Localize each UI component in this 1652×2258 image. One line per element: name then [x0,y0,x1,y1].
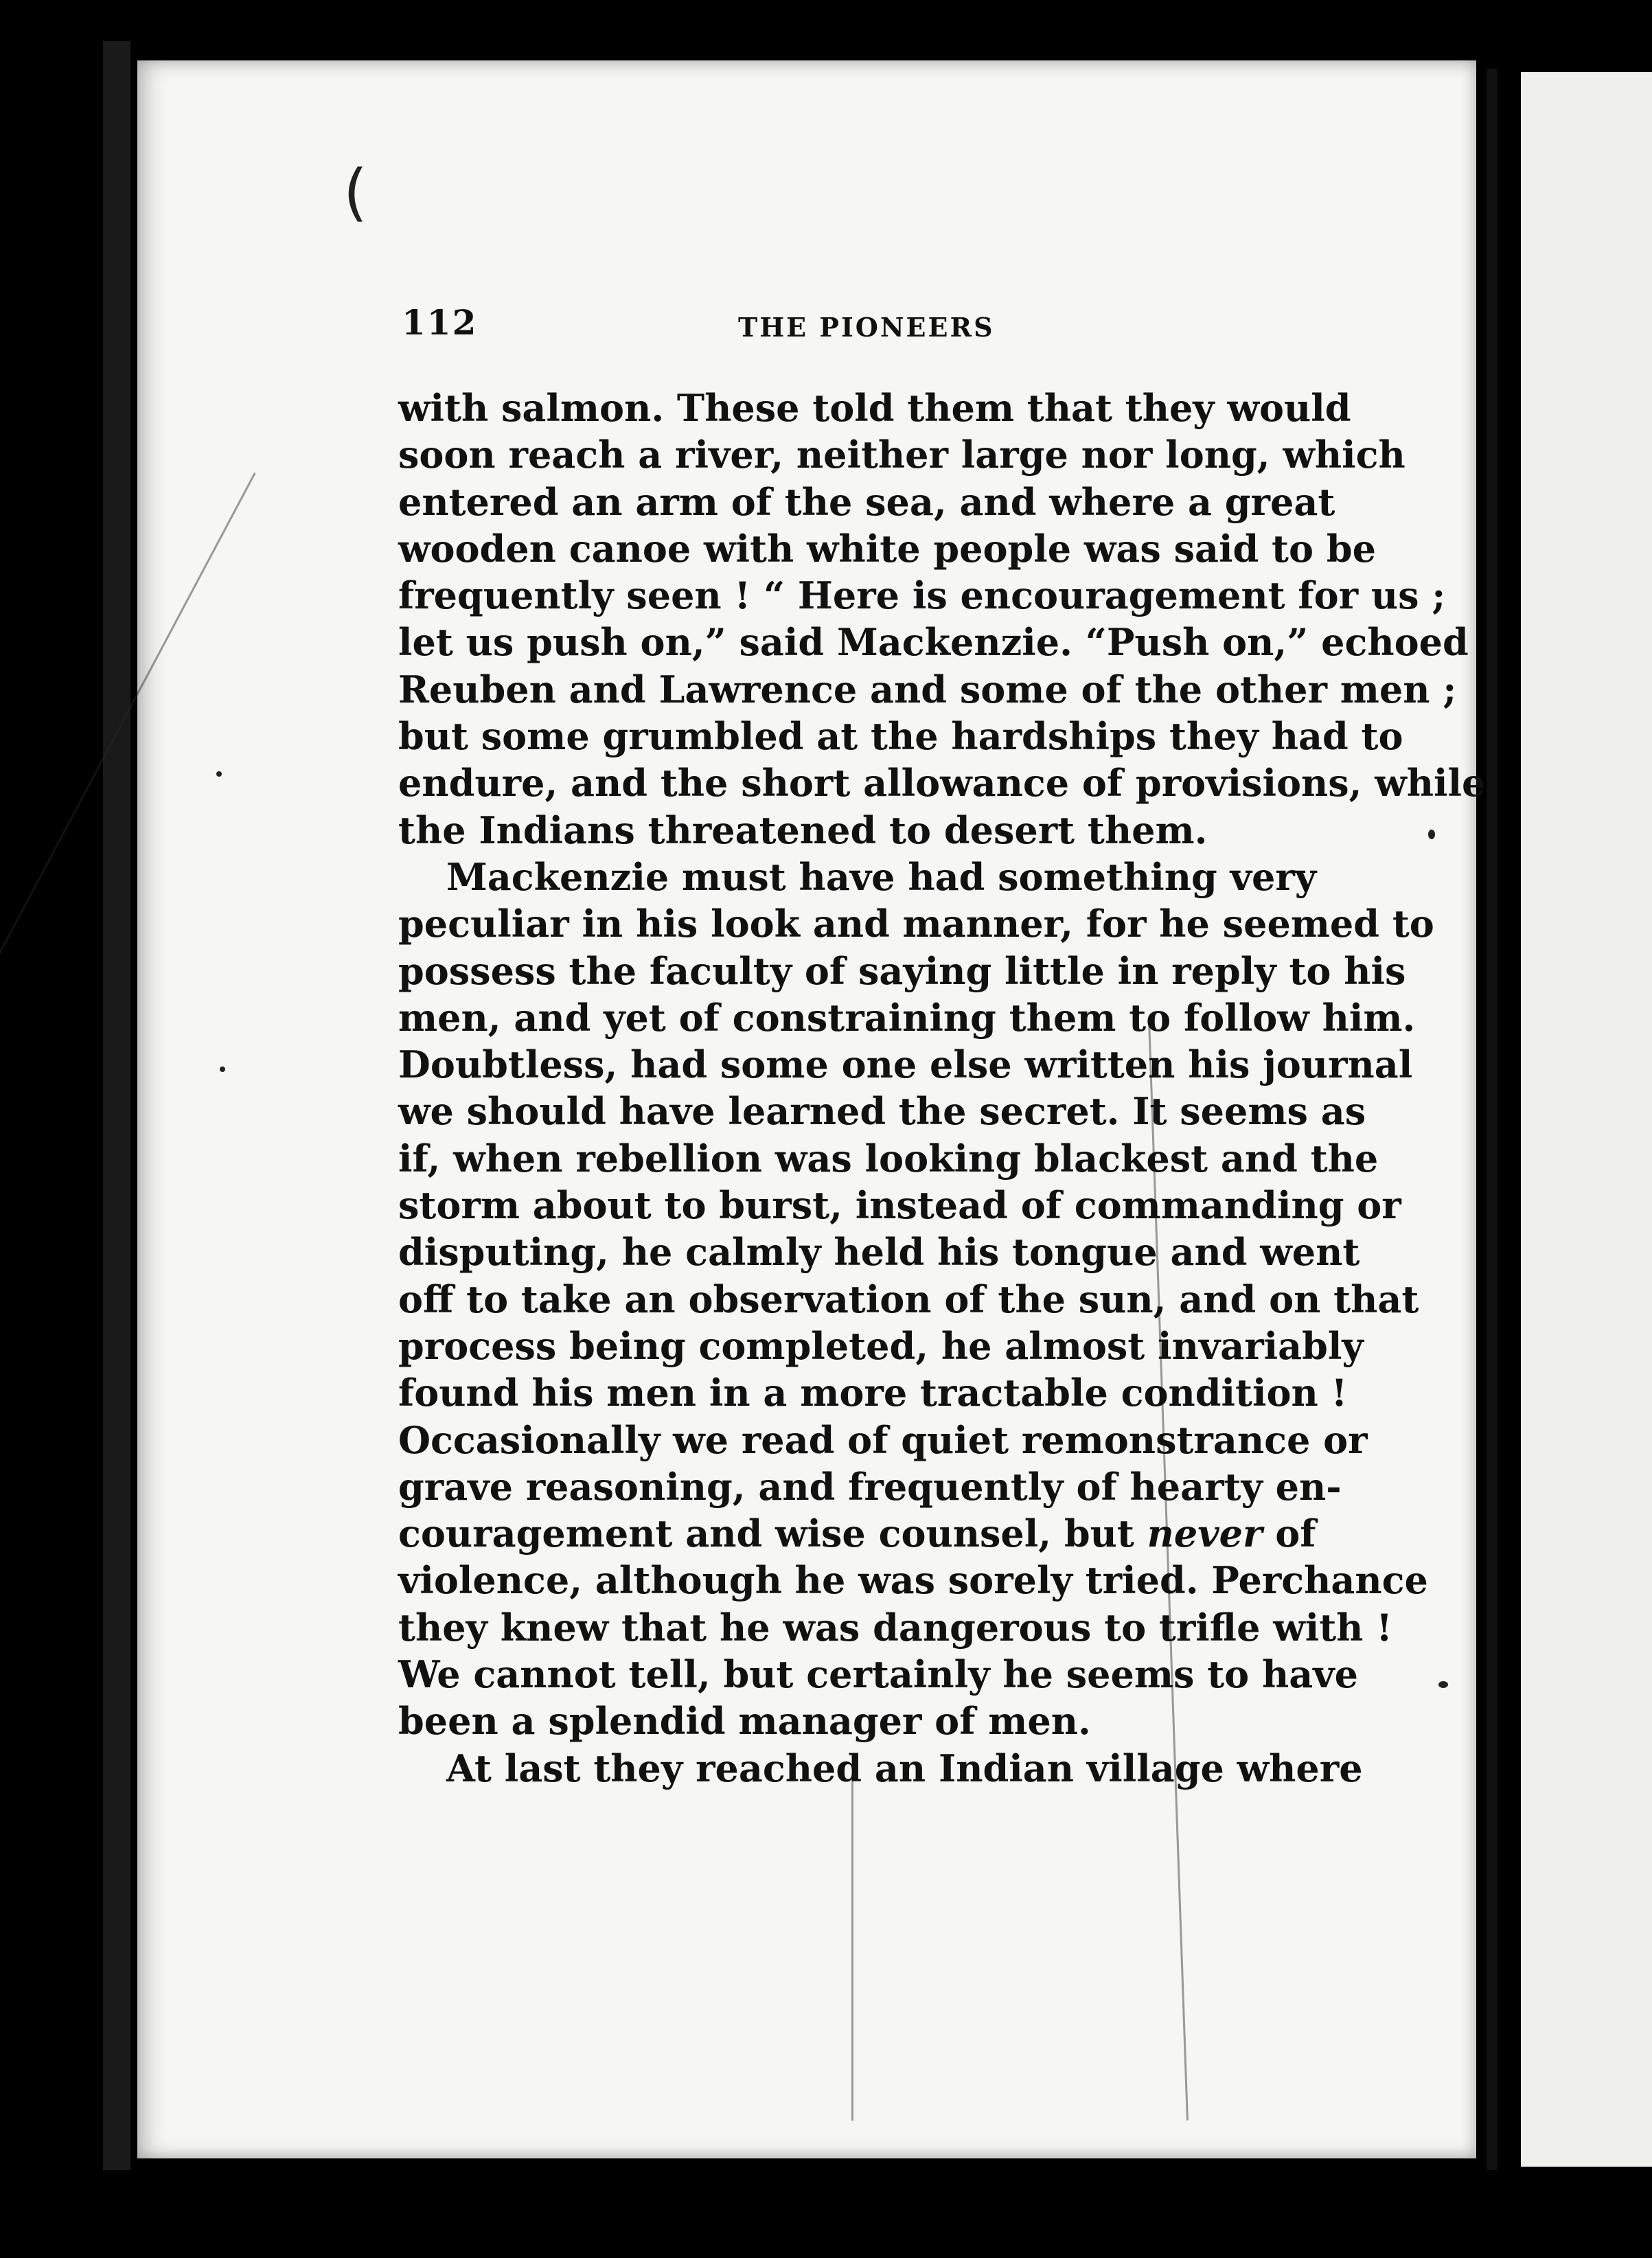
margin-mark: ( [343,157,368,229]
facing-page-edge [1521,72,1652,2167]
text-line: Occasionally we read of quiet remonstrance or [398,1417,1368,1462]
text-line: wooden canoe with white people was said to be [398,526,1376,571]
text-line-with-emphasis [398,1510,1316,1557]
emphasized-word: never [1147,1512,1263,1556]
text-line: soon reach a river, neither large nor long, which [398,433,1406,477]
page-gutter [1487,69,1498,2170]
paragraph-1 [398,385,1486,854]
text-line: men, and yet of constraining them to follow him. [398,995,1416,1040]
text-line: if, when rebellion was looking blackest and the [398,1136,1379,1181]
text-line: entered an arm of the sea, and where a great [398,479,1335,524]
running-head: THE PIONEERS [738,312,995,343]
text-line: frequently seen ! “ Here is encouragement for us ; [398,573,1446,618]
binding-shadow [103,41,130,2170]
text-line: We cannot tell, but certainly he seems to have [398,1652,1358,1697]
text-fragment: couragement and wise counsel, but [398,1512,1147,1556]
dust-speck [216,771,222,777]
text-line: Reuben and Lawrence and some of the other men ; [398,667,1457,711]
dust-speck [1428,830,1435,839]
text-line: the Indians threatened to desert them. [398,808,1208,852]
text-line: storm about to burst, instead of commanding or [398,1183,1401,1228]
dust-speck [1438,1681,1448,1688]
page-header [402,302,1294,350]
paragraph-3 [398,1745,1363,1792]
text-line: we should have learned the secret. It seems as [398,1089,1366,1134]
text-line: found his men in a more tractable condition ! [398,1371,1348,1415]
text-line: violence, although he was sorely tried. Perchance [398,1558,1428,1603]
text-line: let us push on,” said Mackenzie. “Push on,” echoed [398,620,1469,665]
page-number: 112 [402,302,478,343]
body-text [398,385,1486,1792]
text-line: but some grumbled at the hardships they had to [398,714,1403,759]
dust-speck [220,1067,225,1072]
text-line: peculiar in his look and manner, for he seemed to [398,902,1434,946]
text-line: Doubtless, had some one else written his journal [398,1042,1413,1087]
text-line: disputing, he calmly held his tongue and went [398,1230,1360,1275]
text-line: process being completed, he almost invariably [398,1323,1364,1368]
text-line: off to take an observation of the sun, and on that [398,1277,1419,1321]
text-line: been a splendid manager of men. [398,1699,1091,1744]
text-line: grave reasoning, and frequently of hearty en- [398,1464,1342,1509]
text-line: they knew that he was dangerous to trifle with ! [398,1605,1392,1650]
text-line: possess the faculty of saying little in reply to his [398,948,1406,993]
film-scratch [851,1777,853,2121]
text-fragment: of [1262,1512,1316,1556]
text-line: Mackenzie must have had something very [446,854,1317,899]
text-line: with salmon. These told them that they would [398,386,1351,430]
paragraph-2 [398,854,1434,1745]
text-line: At last they reached an Indian village where [446,1746,1363,1790]
text-line: endure, and the short allowance of provisions, while [398,761,1486,806]
